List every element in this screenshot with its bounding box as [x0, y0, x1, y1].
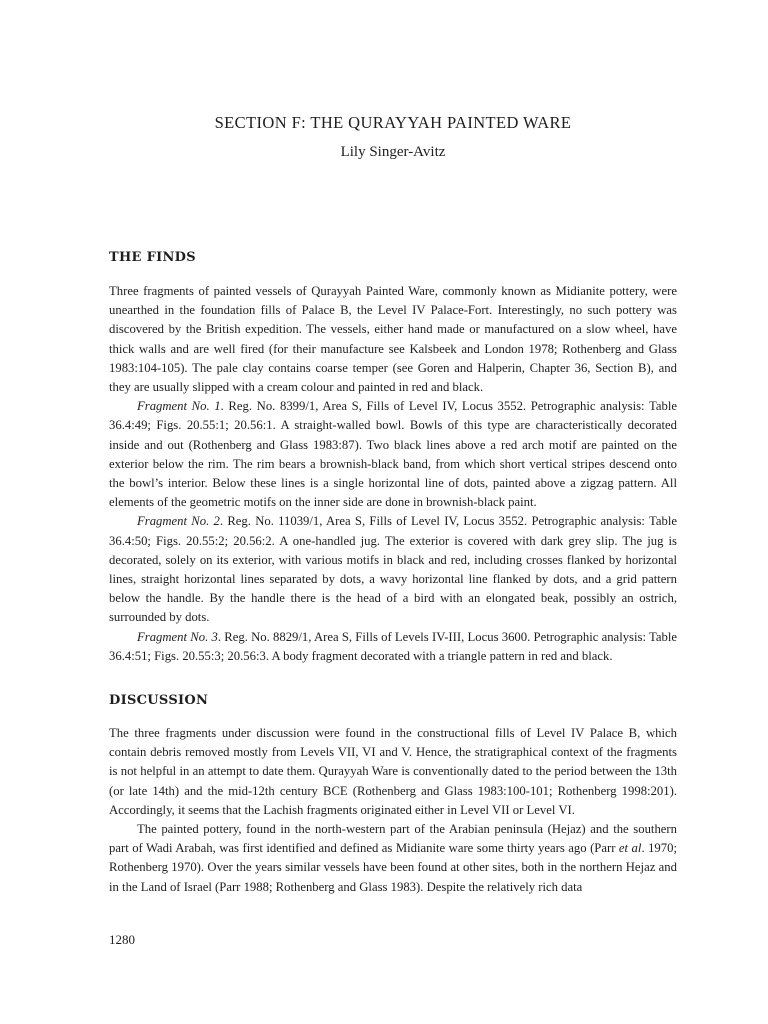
fragment-3-label: Fragment No. 3 — [137, 629, 218, 644]
section-title: SECTION F: THE QURAYYAH PAINTED WARE — [214, 113, 572, 132]
et-al-citation: et al — [618, 841, 642, 856]
discussion-paragraph-2-end: . 1970; Rothenberg 1970). Over the years similar vessels have been found at other sites, both in the northern Hejaz and in the Land of Israel (Parr 1988; Rothenberg and Glass 1983). Despite the relatively rich data — [109, 841, 677, 894]
fragment-2-label: Fragment No. 2 — [137, 514, 220, 529]
fragment-3-paragraph — [109, 628, 677, 666]
discussion-paragraph-2-start: The painted pottery, found in the north-western part of the Arabian peninsula (Hejaz) and the southern part of Wadi Arabah, was first identified and defined as Midianite ware some thirty years ago (Parr — [109, 822, 677, 856]
page-number: 1280 — [109, 932, 135, 947]
author-name: Lily Singer-Avitz — [340, 144, 446, 160]
discussion-section — [109, 724, 677, 897]
finds-intro-paragraph: Three fragments of painted vessels of Qurayyah Painted Ware, commonly known as Midianite pottery, were unearthed in the foundation fills of Palace B, the Level IV Palace-Fort. Interestingly, no such pottery was discovered by the British expedition. The vessels, either hand made or manufactured on a slow wheel, have thick walls and are well fired (for their manufacture see Kalsbeek and London 1978; Rothenberg and Glass 1983:104-105). The pale clay contains coarse temper (see Goren and Halperin, Chapter 36, Section B), and they are usually slipped with a cream colour and painted in red and black. — [109, 284, 677, 395]
discussion-paragraph-2 — [109, 820, 677, 897]
fragment-1-text: . Reg. No. 8399/1, Area S, Fills of Level IV, Locus 3552. Petrographic analysis: Table 36.4:49; Figs. 20.55:1; 20.56:1. A straight-walled bowl. Bowls of this type are characteristically decorated inside and out (Rothenberg and Glass 1983:87). Two black lines above a red arch motif are painted on the exterior below the rim. The rim bears a brownish-black band, from which short vertical stripes descend onto the bowl’s interior. Below these lines is a single horizontal line of dots, painted above a zigzag pattern. All elements of the geometric motifs on the inner side are done in brownish-black paint. — [109, 399, 677, 510]
fragment-1-label: Fragment No. 1 — [137, 399, 221, 414]
discussion-paragraph-1: The three fragments under discussion were found in the constructional fills of Level IV Palace B, which contain debris removed mostly from Levels VII, VI and V. Hence, the stratigraphical context of the fragments is not helpful in an attempt to date them. Qurayyah Ware is conventionally dated to the period between the 13th (or late 14th) and the mid-12th century BCE (Rothenberg and Glass 1983:100-101; Rothenberg 1998:201). Accordingly, it seems that the Lachish fragments originated either in Level VII or Level VI. — [109, 726, 677, 817]
fragment-2-text: . Reg. No. 11039/1, Area S, Fills of Level IV, Locus 3552. Petrographic analysis: Table 36.4:50; Figs. 20.55:2; 20.56:2. A one-handled jug. The exterior is covered with dark grey slip. The jug is decorated, solely on its exterior, with various motifs in black and red, including crosses flanked by horizontal lines, straight horizontal lines separated by dots, a wavy horizontal line flanked by dots, and a grid pattern below the handle. By the handle there is the head of a bird with an elongated beak, possibly an ostrich, surrounded by dots. — [109, 514, 677, 625]
discussion-heading: DISCUSSION — [109, 693, 209, 708]
finds-section — [109, 282, 677, 666]
fragment-1-paragraph — [109, 397, 677, 512]
fragment-2-paragraph — [109, 512, 677, 627]
finds-heading: THE FINDS — [109, 250, 196, 265]
fragment-3-text: . Reg. No. 8829/1, Area S, Fills of Levels IV-III, Locus 3600. Petrographic analysis: Table 36.4:51; Figs. 20.55:3; 20.56:3. A body fragment decorated with a triangle pattern in red and black. — [109, 629, 677, 663]
